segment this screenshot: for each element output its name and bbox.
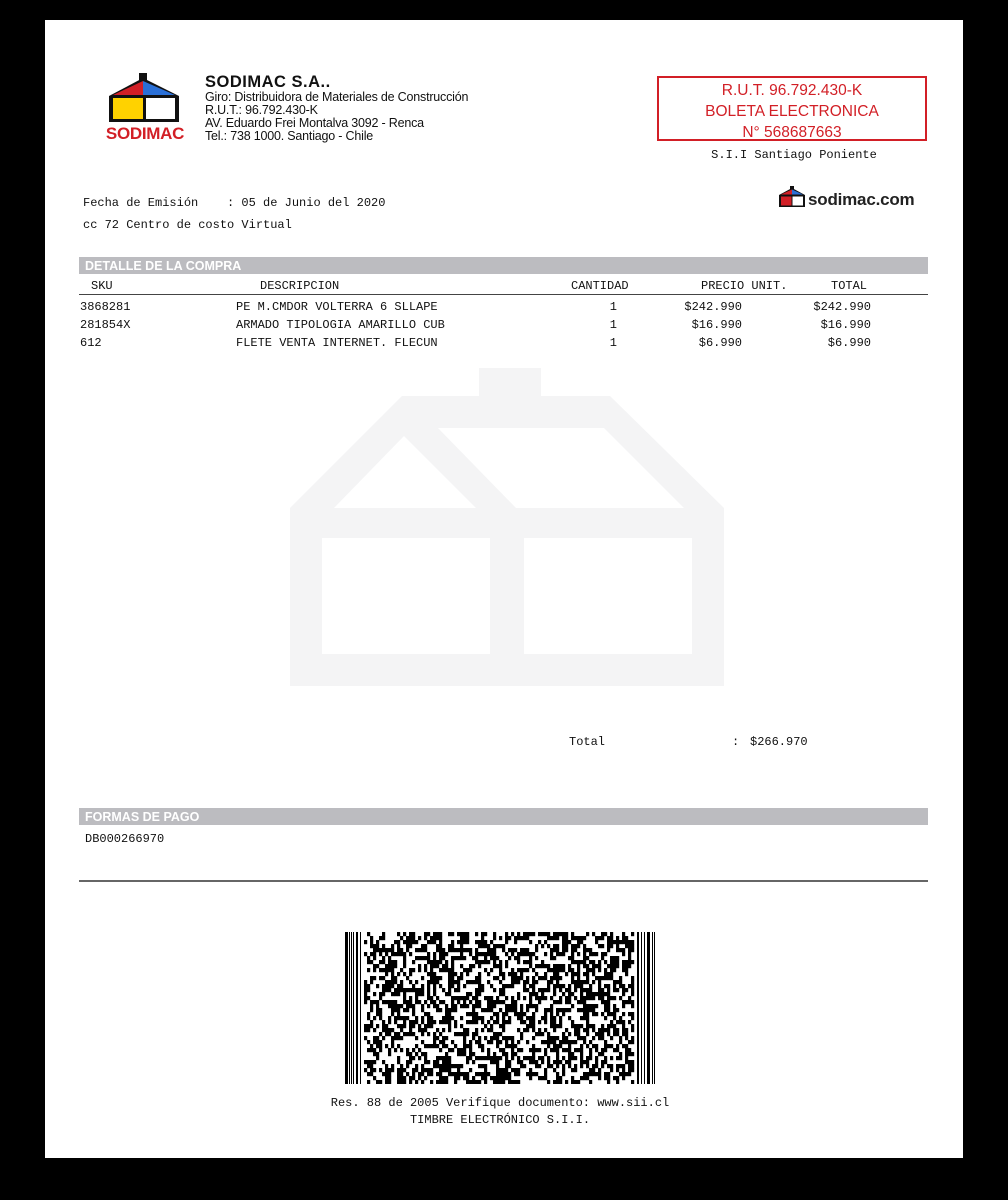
sii-office: S.I.I Santiago Poniente bbox=[711, 148, 877, 162]
row-precio: $6.990 bbox=[698, 336, 742, 350]
pago-value: DB000266970 bbox=[85, 832, 165, 846]
document-number: N° 568687663 bbox=[742, 124, 842, 141]
row-total: $16.990 bbox=[820, 318, 871, 332]
table-row bbox=[45, 336, 963, 354]
house-mini-icon bbox=[778, 186, 806, 208]
total-colon: : bbox=[732, 735, 740, 749]
company-phone: Tel.: 738 1000. Santiago - Chile bbox=[205, 129, 374, 143]
col-cantidad: CANTIDAD bbox=[571, 279, 629, 293]
footer-resolution: Res. 88 de 2005 Verifique documento: www.sii.cl bbox=[330, 1096, 670, 1110]
pdf417-barcode-icon bbox=[345, 932, 655, 1084]
col-descripcion: DESCRIPCION bbox=[260, 279, 340, 293]
logo-wordmark: SODIMAC bbox=[105, 124, 185, 143]
row-cantidad: 1 bbox=[609, 318, 617, 332]
table-row bbox=[45, 318, 963, 336]
row-sku: 612 bbox=[80, 336, 102, 350]
company-rut: R.U.T.: 96.792.430-K bbox=[205, 103, 318, 117]
company-info bbox=[205, 73, 468, 143]
col-precio: PRECIO UNIT. bbox=[701, 279, 788, 293]
pago-header-bar: FORMAS DE PAGO bbox=[79, 808, 928, 825]
sodimac-com-text: sodimac.com bbox=[808, 190, 915, 209]
detalle-header-bar: DETALLE DE LA COMPRA bbox=[79, 257, 928, 274]
cost-center: cc 72 Centro de costo Virtual bbox=[83, 218, 292, 232]
row-descripcion: FLETE VENTA INTERNET. FLECUN bbox=[236, 336, 438, 350]
company-giro: Giro: Distribuidora de Materiales de Construcción bbox=[205, 90, 469, 104]
row-cantidad: 1 bbox=[609, 336, 617, 350]
table-header-rule bbox=[79, 294, 928, 295]
row-total: $6.990 bbox=[827, 336, 871, 350]
row-descripcion: ARMADO TIPOLOGIA AMARILLO CUB bbox=[236, 318, 445, 332]
row-sku: 281854X bbox=[80, 318, 131, 332]
document-rut: R.U.T. 96.792.430-K bbox=[721, 82, 863, 99]
footer-timbre: TIMBRE ELECTRÓNICO S.I.I. bbox=[409, 1113, 591, 1127]
document-id-box bbox=[657, 76, 927, 141]
document-type: BOLETA ELECTRONICA bbox=[705, 103, 879, 120]
row-descripcion: PE M.CMDOR VOLTERRA 6 SLLAPE bbox=[236, 300, 438, 314]
issue-date: Fecha de Emisión : 05 de Junio del 2020 bbox=[83, 196, 386, 210]
company-address: AV. Eduardo Frei Montalva 3092 - Renca bbox=[205, 116, 424, 130]
company-name: SODIMAC S.A.. bbox=[205, 73, 331, 91]
house-watermark-icon bbox=[290, 368, 726, 688]
row-sku: 3868281 bbox=[80, 300, 131, 314]
col-total: TOTAL bbox=[831, 279, 868, 293]
total-label: Total bbox=[569, 735, 606, 749]
row-cantidad: 1 bbox=[609, 300, 617, 314]
row-precio: $16.990 bbox=[691, 318, 742, 332]
col-sku: SKU bbox=[91, 279, 113, 293]
row-total: $242.990 bbox=[813, 300, 871, 314]
table-row bbox=[45, 300, 963, 318]
row-precio: $242.990 bbox=[684, 300, 742, 314]
total-value: $266.970 bbox=[750, 735, 808, 749]
receipt-page bbox=[45, 20, 963, 1158]
section-divider bbox=[79, 880, 928, 882]
